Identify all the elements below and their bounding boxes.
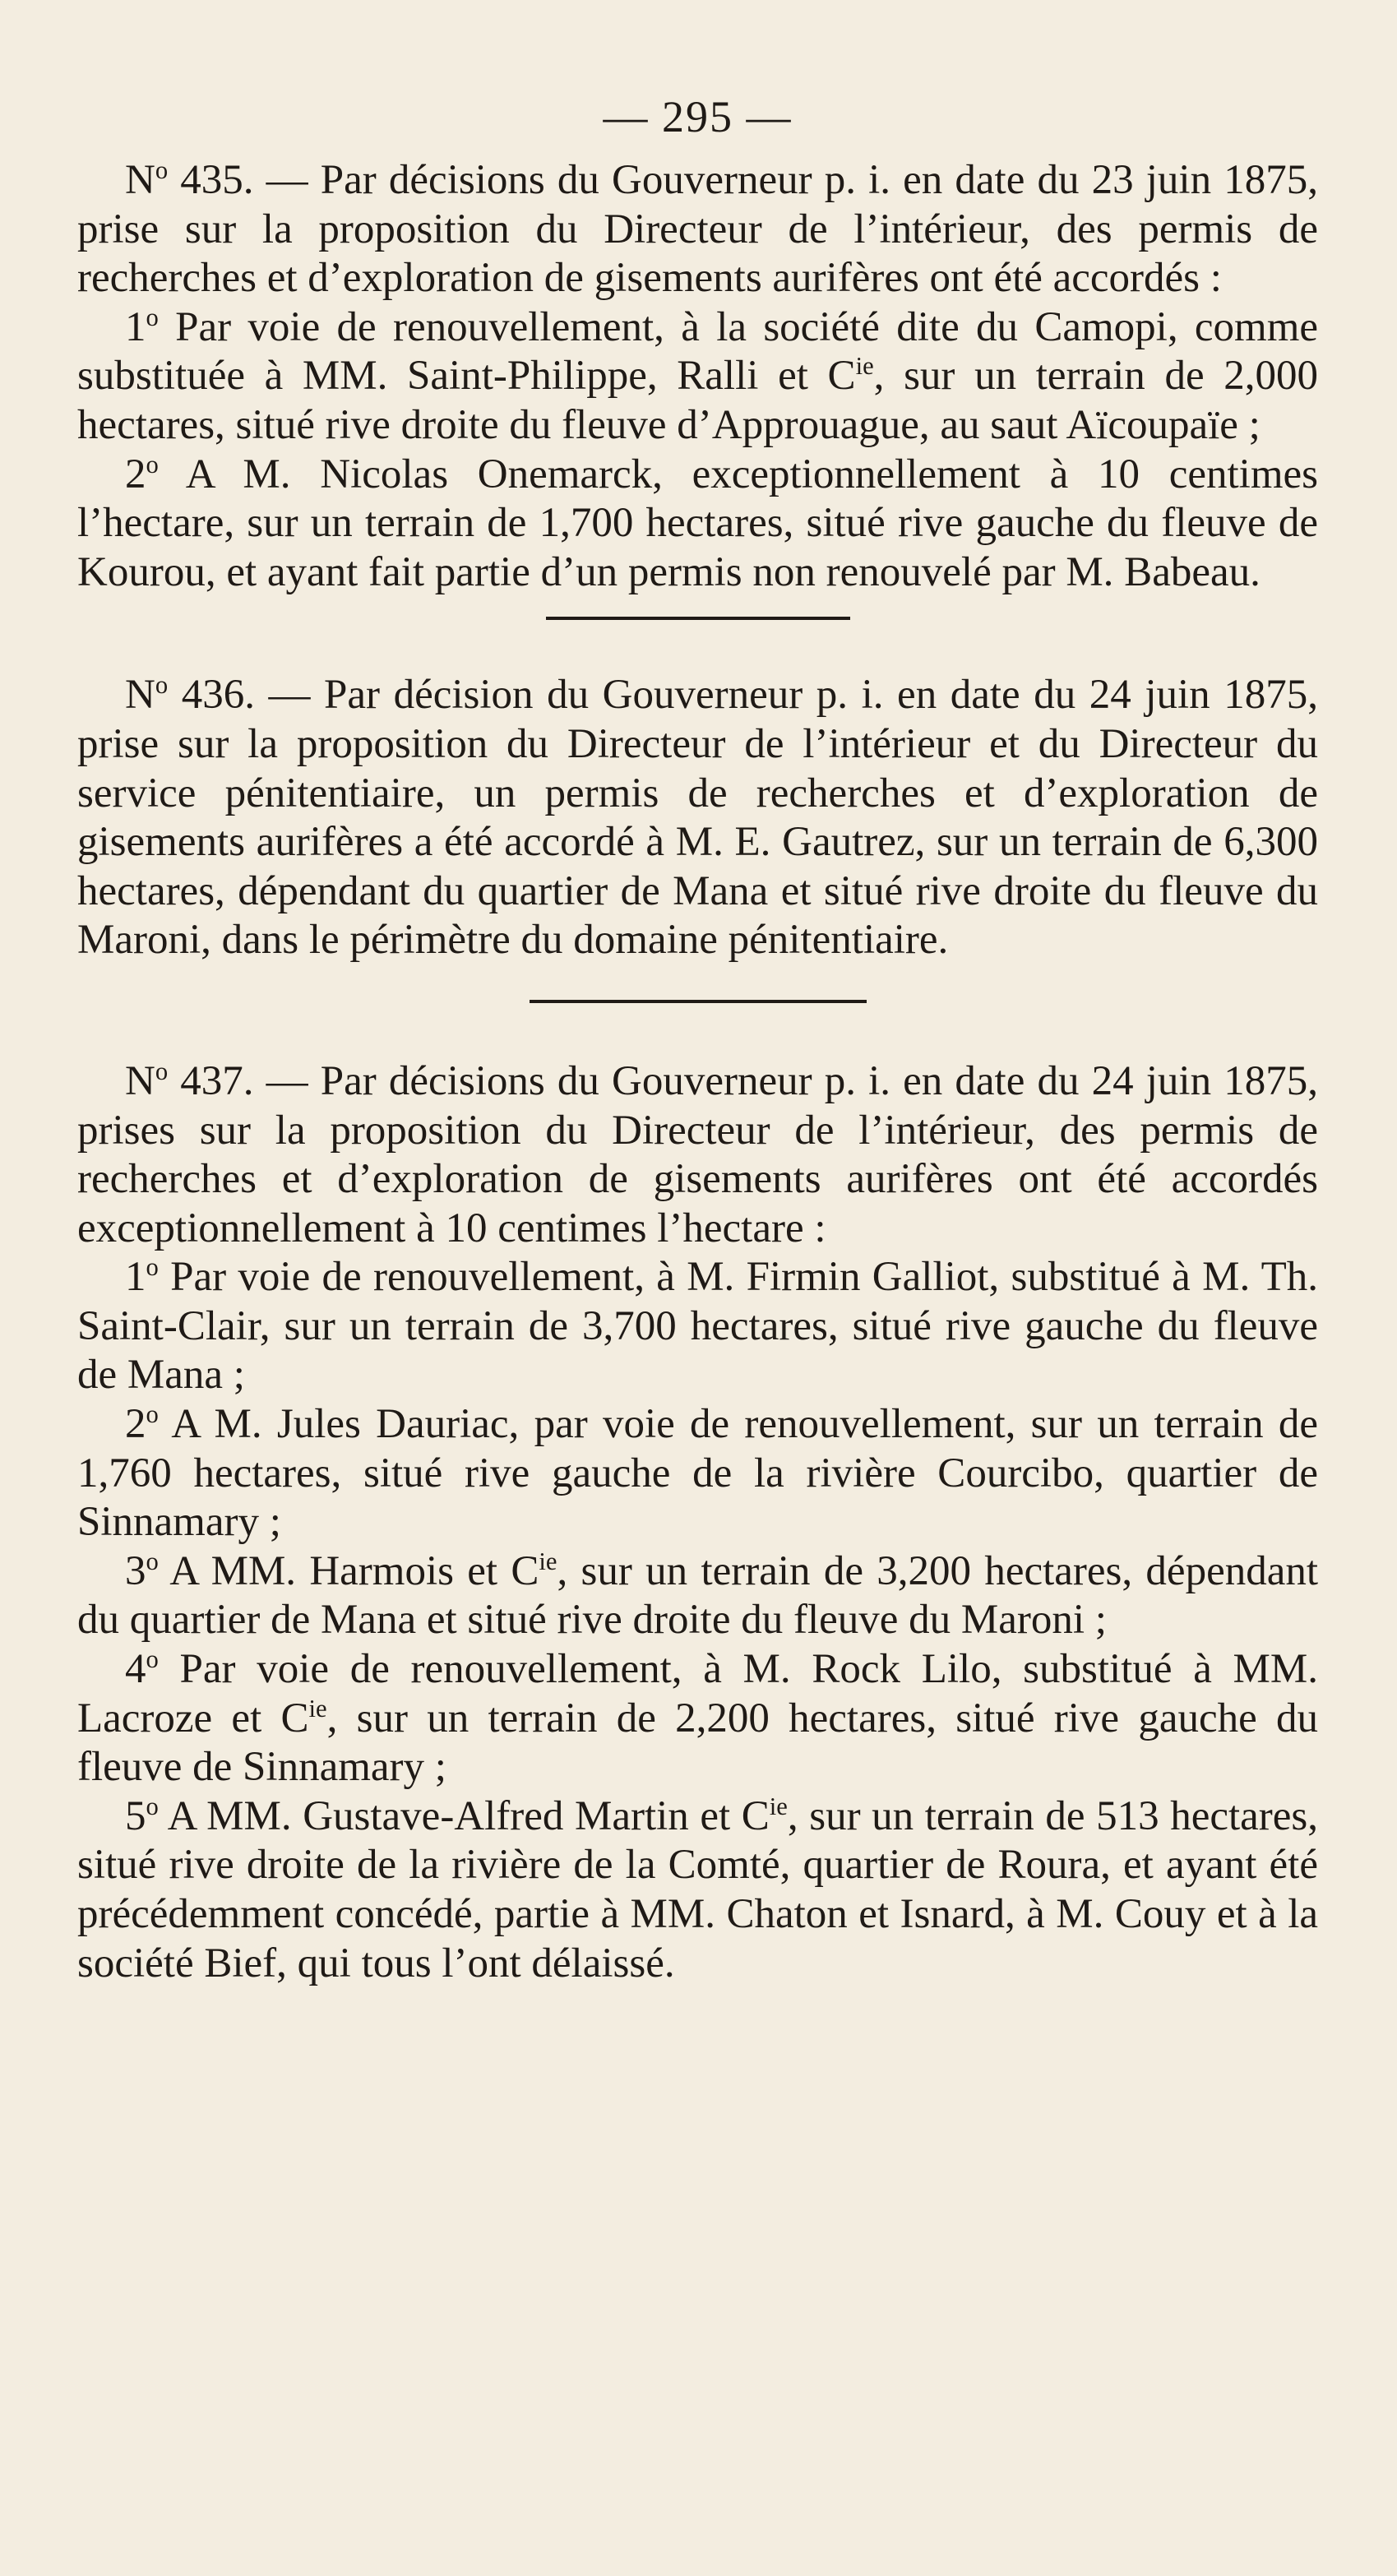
- decision-435-item-1: 1$^o$ Par voie de renouvellement, à la société dite du Camopi, comme substituée à MM. Saint-Philippe, Ralli et $C^{ie}$, sur un terrain de 2,000 hectares, situé rive droite du fleuve d’Approuague, au saut Aïcoupaïe ;: [77, 303, 1319, 448]
- page-number: — 295 —: [603, 92, 793, 141]
- decision-437-item-5: 5$^o$ A MM. Gustave-Alfred Martin et $C^{ie}$, sur un terrain de 513 hectares, situé rive droite de la rivière de la Comté, quartier de Roura, et ayant été précédemment concédé, partie à MM. Chaton et Isnard, à M. Couy et à la société Bief, qui tous l’ont délaissé.: [77, 1792, 1318, 1986]
- section-divider: [546, 617, 850, 620]
- decision-437-item-3: 3$^o$ A MM. Harmois et $C^{ie}$, sur un terrain de 3,200 hectares, dépendant du quartier de Mana et situé rive droite du fleuve du Maroni ;: [77, 1547, 1319, 1644]
- decision-437-item-4: 4$^o$ Par voie de renouvellement, à M. Rock Lilo, substitué à MM. Lacroze et $C^{ie}$, sur un terrain de 2,200 hectares, situé rive gauche du fleuve de Sinnamary ;: [77, 1645, 1318, 1791]
- decision-437-intro: $N^o$ 437. — Par décisions du Gouverneur p. i. en date du 24 juin 1875, prises sur la proposition du Directeur de l’intérieur, des permis de recherches et d’exploration de gisements aurifères ont été accordés exceptionnellement à 10 centimes l’hectare :: [77, 1057, 1318, 1251]
- decision-435-intro: $N^o$ 435. — Par décisions du Gouverneur p. i. en date du 23 juin 1875, prise sur la proposition du Directeur de l’intérieur, des permis de recherches et d’exploration de gisements aurifères ont été accordés :: [77, 156, 1318, 302]
- decision-437-item-2: 2$^o$ A M. Jules Dauriac, par voie de renouvellement, sur un terrain de 1,760 hectares, situé rive gauche de la rivière Courcibo, quartier de Sinnamary ;: [77, 1400, 1318, 1546]
- decision-437: [77, 1057, 1318, 1988]
- decision-435-item-2: 2$^o$ A M. Nicolas Onemarck, exceptionnellement à 10 centimes l’hectare, sur un terrain de 1,700 hectares, situé rive gauche du fleuve de Kourou, et ayant fait partie d’un permis non renouvelé par M. Babeau.: [77, 450, 1318, 595]
- decision-436-text: $N^o$ 436. — Par décision du Gouverneur p. i. en date du 24 juin 1875, prise sur la proposition du Directeur de l’intérieur et du Directeur du service pénitentiaire, un permis de recherches et d’exploration de gisements aurifères a été accordé à M. E. Gautrez, sur un terrain de 6,300 hectares, dépendant du quartier de Mana et situé rive droite du fleuve du Maroni, dans le périmètre du domaine pénitentiaire.: [77, 671, 1318, 964]
- section-divider: [530, 1000, 867, 1003]
- decision-437-item-1: 1$^o$ Par voie de renouvellement, à M. Firmin Galliot, substitué à M. Th. Saint-Clair, sur un terrain de 3,700 hectares, situé rive gauche du fleuve de Mana ;: [77, 1253, 1318, 1399]
- decision-435: [77, 156, 1318, 597]
- decision-436: [77, 671, 1318, 965]
